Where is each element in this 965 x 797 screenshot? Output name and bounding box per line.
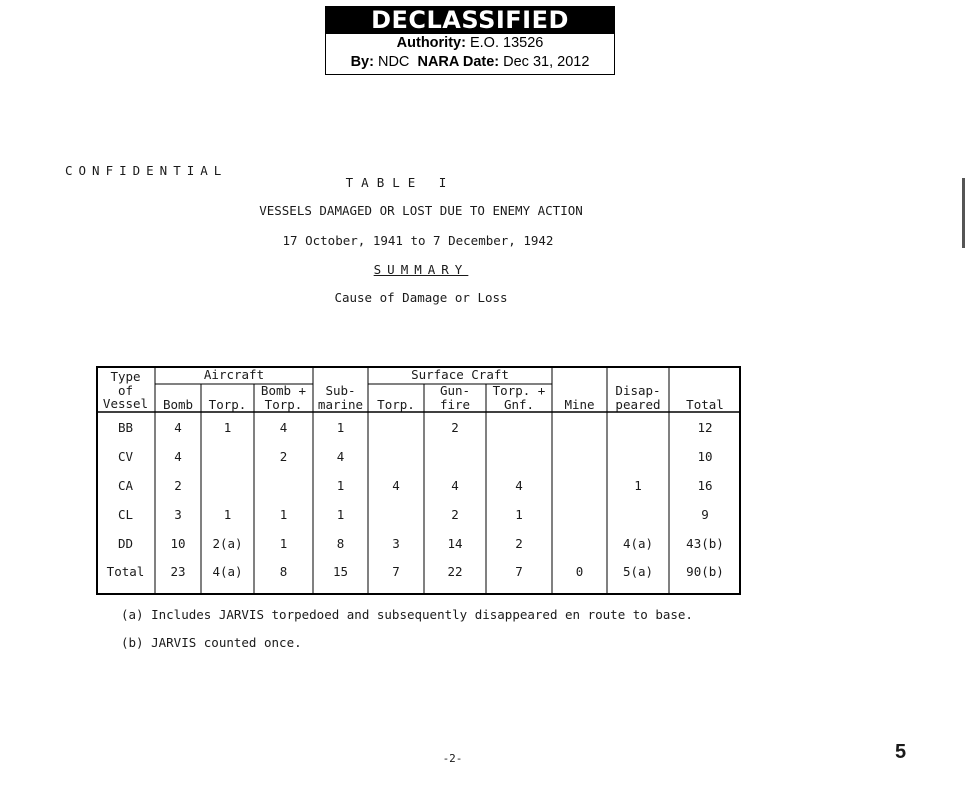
col-header-disappeared — [607, 384, 669, 411]
cell-submarine: 8 — [336, 536, 345, 551]
group-header-surface-craft: Surface Craft — [411, 367, 509, 382]
col-header-gunfire — [424, 384, 486, 411]
cell-torp: 4(a) — [212, 564, 243, 579]
cell-total: 16 — [697, 478, 713, 493]
col-header-bomb: Bomb — [162, 397, 194, 412]
cell-type: BB — [117, 420, 134, 435]
cell-total: 9 — [701, 507, 709, 522]
col-header-bomb-torp-line1: Bomb + — [260, 383, 307, 398]
footnote-a: (a) Includes JARVIS torpedoed and subsequently disappeared en route to base. — [121, 607, 693, 622]
col-header-disappeared-line2: peared — [615, 396, 661, 412]
col-header-bomb-torp-line2: Torp. — [264, 396, 303, 412]
cell-torp: 1 — [223, 420, 232, 435]
col-header-gunfire-line1: Gun- — [439, 383, 471, 398]
col-header-surface-torp: Torp. — [377, 397, 415, 412]
cell-submarine: 1 — [336, 420, 345, 435]
cell-torp-gnf: 1 — [515, 507, 523, 522]
cell-bomb: 4 — [174, 420, 182, 435]
cell-bomb-torp: 1 — [279, 507, 288, 522]
cell-gunfire: 4 — [451, 478, 459, 493]
cell-type: CA — [117, 478, 134, 493]
page-number: -2- — [442, 752, 463, 765]
cell-bomb-torp: 2 — [279, 449, 288, 464]
cell-torp: 1 — [223, 507, 232, 522]
col-header-type-line1: Type — [110, 369, 141, 384]
cell-bomb-torp: 8 — [279, 564, 288, 579]
cell-total: 12 — [697, 420, 713, 435]
cell-total: 43(b) — [686, 536, 724, 551]
table-subtitle: VESSELS DAMAGED OR LOST DUE TO ENEMY ACTION — [259, 203, 583, 218]
cell-submarine: 15 — [332, 564, 349, 579]
cell-surface-torp: 4 — [392, 478, 400, 493]
col-header-total: Total — [686, 397, 724, 412]
table-title: TABLE I — [345, 175, 455, 190]
col-header-mine: Mine — [564, 397, 595, 412]
col-header-type-line2: of — [117, 382, 134, 398]
cause-heading: Cause of Damage or Loss — [334, 290, 508, 305]
stamp-authority-label: Authority: — [396, 35, 466, 51]
cell-gunfire: 22 — [447, 564, 463, 579]
cell-bomb: 4 — [174, 449, 182, 464]
cell-total: 90(b) — [686, 564, 724, 579]
folio-number: 5 — [895, 741, 907, 763]
stamp-by — [326, 53, 614, 72]
stamp-title: DECLASSIFIED — [326, 7, 614, 34]
stamp-authority — [326, 34, 614, 53]
col-header-gunfire-line2: fire — [439, 396, 471, 412]
summary-heading: SUMMARY — [373, 262, 469, 277]
cell-type: DD — [117, 536, 134, 551]
cell-torp: 2(a) — [212, 536, 243, 551]
cell-bomb: 3 — [174, 507, 182, 522]
cell-submarine: 4 — [336, 449, 345, 464]
stamp-nara-value: Dec 31, 2012 — [503, 54, 590, 70]
date-range: 17 October, 1941 to 7 December, 1942 — [282, 233, 554, 248]
cell-torp-gnf: 2 — [515, 536, 523, 551]
cell-bomb-torp: 4 — [279, 420, 288, 435]
col-header-type — [96, 370, 155, 411]
col-header-disappeared-line1: Disap- — [615, 383, 661, 398]
col-header-type-line3: Vessel — [102, 396, 149, 411]
col-header-torp-gnf-line1: Torp. + — [492, 383, 546, 398]
cell-submarine: 1 — [336, 478, 345, 493]
cell-disappeared: 4(a) — [622, 536, 654, 551]
summary-table — [96, 366, 741, 595]
cell-surface-torp: 3 — [392, 536, 400, 551]
cell-type: CL — [117, 507, 134, 522]
col-header-submarine — [313, 384, 368, 411]
cell-disappeared: 5(a) — [622, 564, 654, 579]
cell-surface-torp: 7 — [392, 564, 400, 579]
cell-torp-gnf: 4 — [515, 478, 523, 493]
cell-bomb: 10 — [170, 536, 186, 551]
cell-gunfire: 2 — [451, 420, 459, 435]
cell-gunfire: 2 — [451, 507, 459, 522]
cell-submarine: 1 — [336, 507, 345, 522]
cell-total: 10 — [697, 449, 713, 464]
declassified-stamp — [325, 6, 615, 75]
col-header-submarine-line1: Sub- — [325, 383, 356, 398]
col-header-submarine-line2: marine — [317, 396, 364, 412]
cell-torp-gnf: 7 — [515, 564, 523, 579]
cell-bomb-torp: 1 — [279, 536, 288, 551]
col-header-torp-gnf-line2: Gnf. — [503, 396, 535, 412]
stamp-by-label: By: — [350, 54, 374, 70]
col-header-torp: Torp. — [208, 397, 247, 412]
stamp-authority-value: E.O. 13526 — [469, 35, 544, 51]
cell-bomb: 23 — [170, 564, 186, 579]
cell-mine: 0 — [575, 564, 584, 579]
classification-label: CONFIDENTIAL — [65, 163, 228, 178]
col-header-bomb-torp — [254, 384, 313, 411]
group-header-aircraft: Aircraft — [203, 367, 265, 382]
col-header-torp-gnf — [486, 384, 552, 411]
cell-disappeared: 1 — [634, 478, 642, 493]
footnote-b: (b) JARVIS counted once. — [121, 635, 302, 650]
cell-type: CV — [117, 449, 134, 464]
cell-type: Total — [106, 564, 145, 579]
cell-gunfire: 14 — [447, 536, 463, 551]
cell-bomb: 2 — [174, 478, 182, 493]
stamp-by-value: NDC — [377, 54, 410, 70]
stamp-nara-label: NARA Date: — [417, 54, 500, 70]
